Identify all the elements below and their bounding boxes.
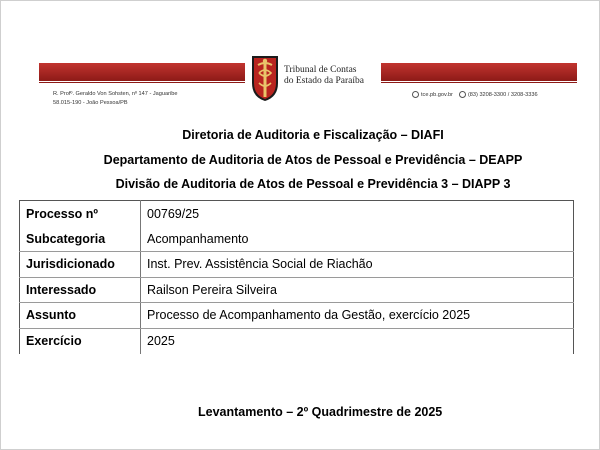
address-line2: 58.015-190 - João Pessoa/PB: [53, 100, 128, 106]
table-row: [20, 277, 574, 303]
phone-icon: [459, 91, 466, 98]
website-text: tce.pb.gov.br: [421, 91, 453, 98]
website-item: [412, 91, 453, 98]
row-value: Acompanhamento: [141, 226, 574, 252]
division-heading: Divisão de Auditoria de Atos de Pessoal e Previdência 3 – DIAPP 3: [115, 177, 511, 191]
header-rule-left: [39, 82, 245, 83]
row-label: Processo nº: [20, 201, 141, 227]
header-band-left: [39, 63, 245, 81]
org-name-line2: do Estado da Paraíba: [284, 76, 364, 86]
phone-text: (83) 3208-3300 / 3208-3336: [467, 91, 538, 98]
row-label: Jurisdicionado: [20, 252, 141, 278]
survey-period-footer: Levantamento – 2º Quadrimestre de 2025: [198, 405, 443, 419]
tce-emblem-icon: [249, 53, 281, 103]
contact-block: [412, 91, 538, 98]
row-label: Interessado: [20, 277, 141, 303]
row-value: 2025: [141, 328, 574, 354]
address-block: [53, 90, 177, 108]
phone-item: [459, 91, 538, 98]
table-row: [20, 252, 574, 278]
header-band-right: [381, 63, 577, 81]
row-label: Assunto: [20, 303, 141, 329]
table-row: [20, 226, 574, 252]
row-value: Processo de Acompanhamento da Gestão, exercício 2025: [141, 303, 574, 329]
row-value: 00769/25: [141, 201, 574, 227]
process-info-table: [19, 200, 574, 354]
org-name: [284, 65, 384, 87]
table-row: [20, 328, 574, 354]
row-value: Inst. Prev. Assistência Social de Riachão: [141, 252, 574, 278]
header-rule-right: [381, 82, 577, 83]
row-label: Exercício: [20, 328, 141, 354]
table-row: [20, 201, 574, 227]
table-row: [20, 303, 574, 329]
directorate-heading: Diretoria de Auditoria e Fiscalização – DIAFI: [182, 128, 444, 142]
row-value: Railson Pereira Silveira: [141, 277, 574, 303]
department-heading: Departamento de Auditoria de Atos de Pessoal e Previdência – DEAPP: [103, 153, 523, 167]
address-line1: R. Profº. Geraldo Von Sohsten, nº 147 - Jaguaribe: [53, 91, 178, 97]
row-label: Subcategoria: [20, 226, 141, 252]
org-name-line1: Tribunal de Contas: [284, 65, 357, 75]
globe-icon: [412, 91, 419, 98]
